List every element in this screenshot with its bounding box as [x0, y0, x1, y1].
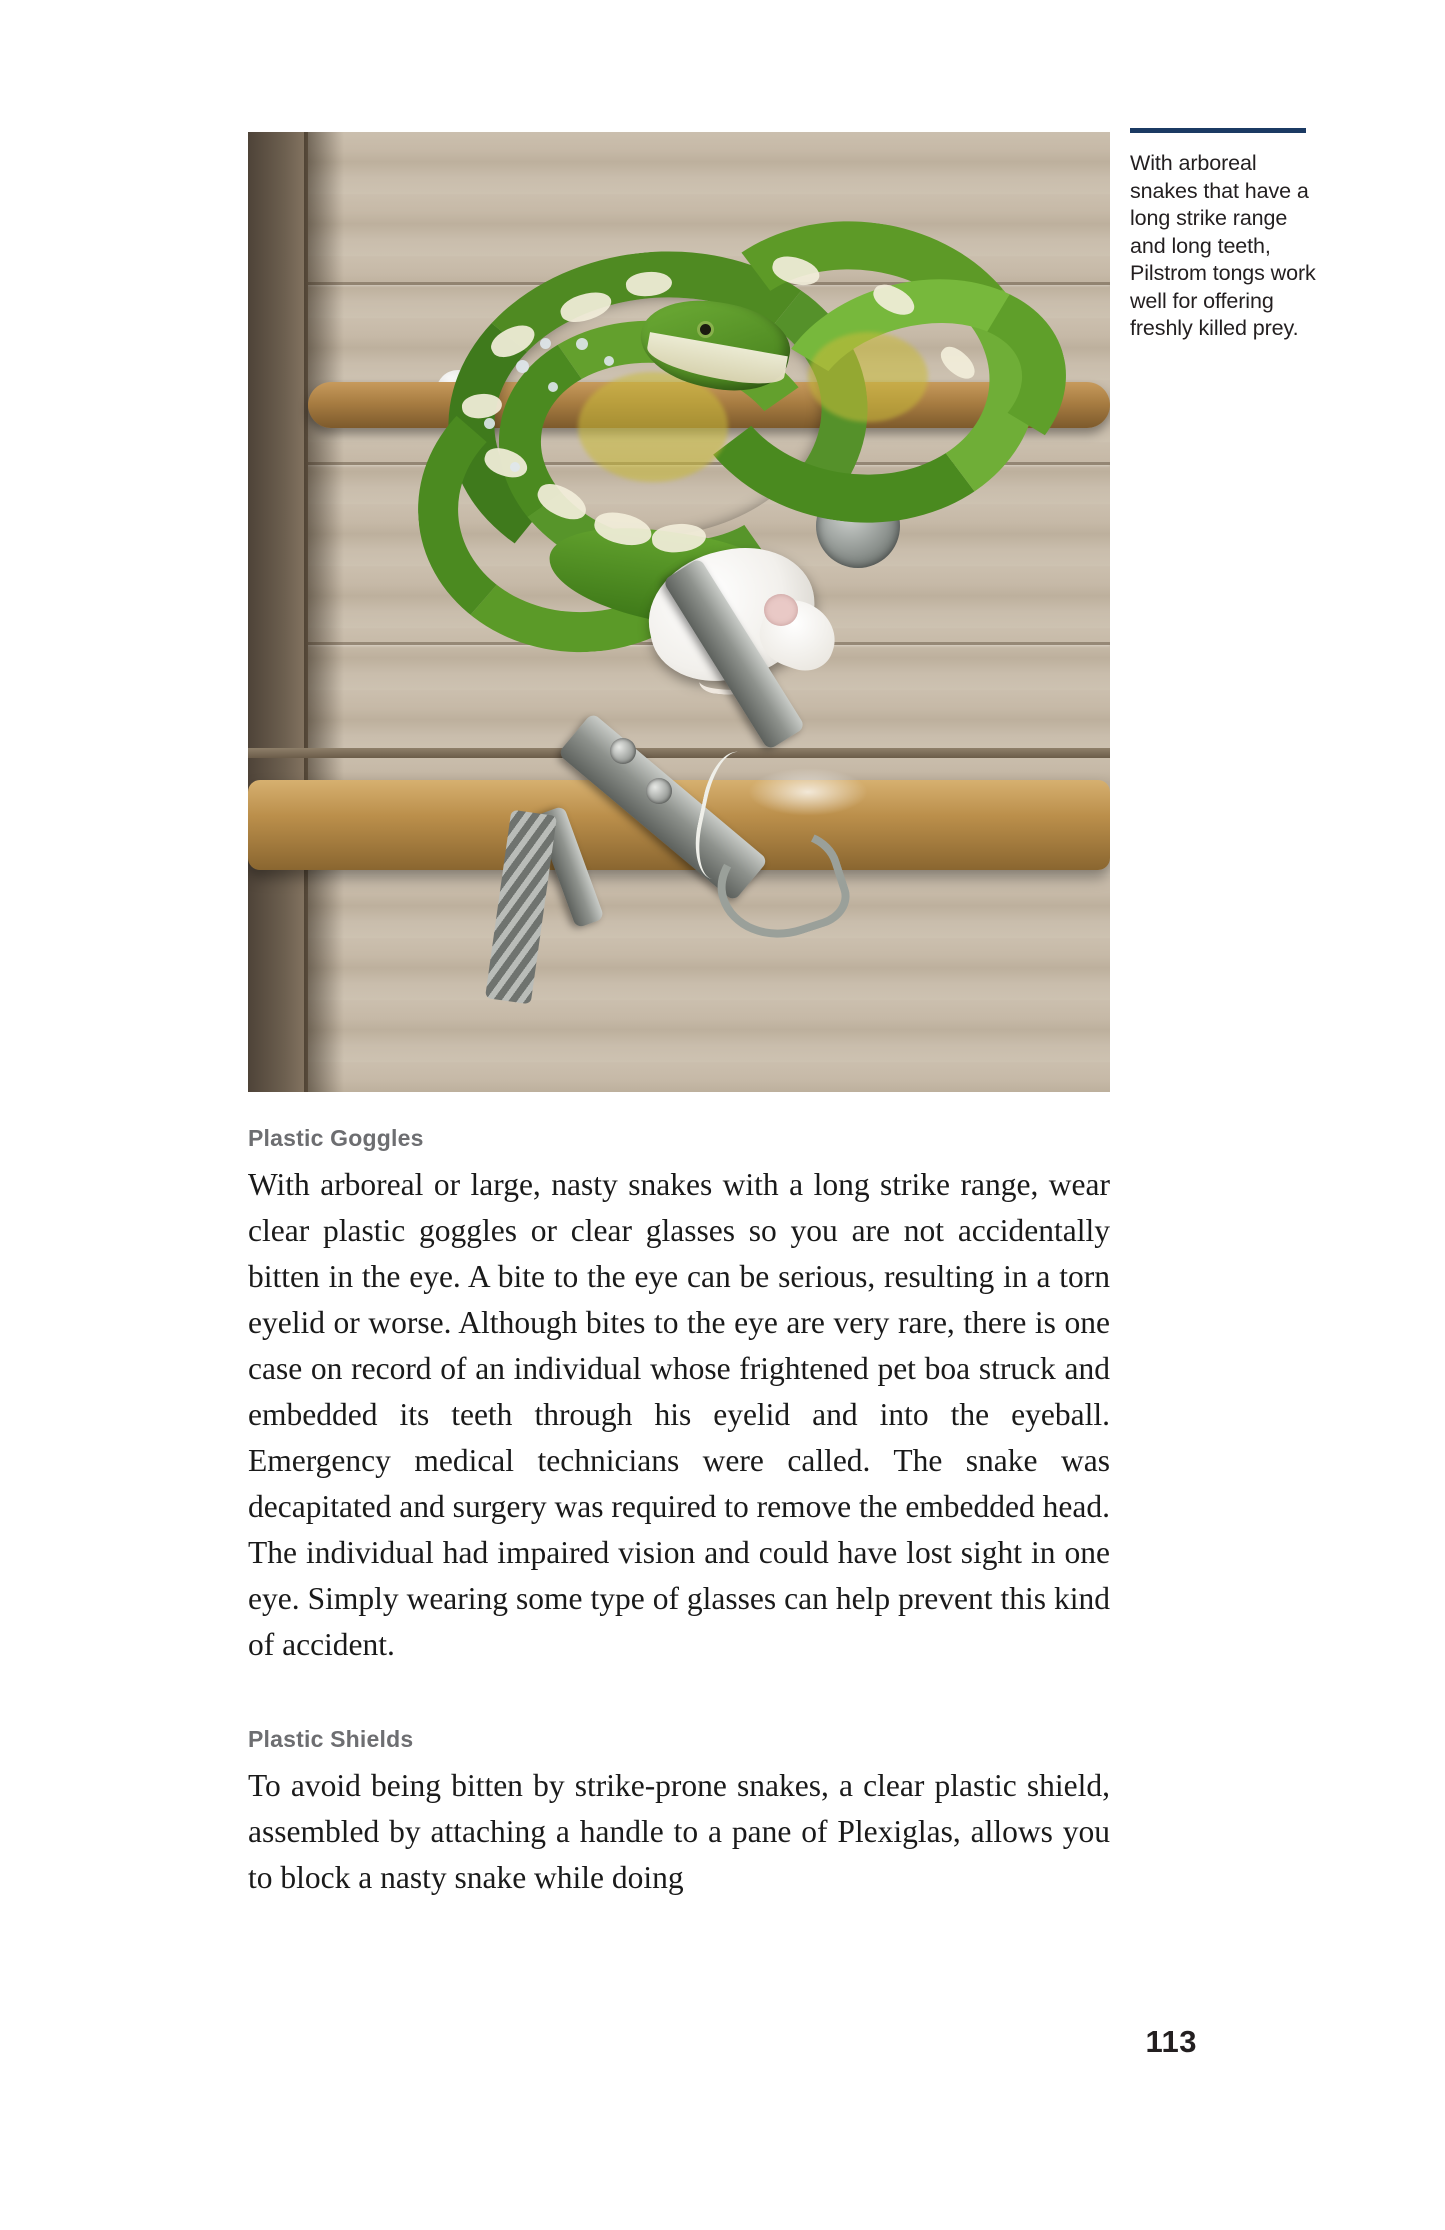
mouse-ear — [764, 594, 798, 626]
figure-photo — [248, 132, 1110, 1092]
shelf-edge — [248, 748, 1110, 758]
tongs-bolt — [610, 738, 636, 764]
figure-caption — [1130, 128, 1320, 343]
snake-highlight — [808, 332, 928, 422]
snake-highlight — [578, 372, 728, 482]
snake-speckle — [516, 360, 529, 373]
tongs-bolt — [646, 778, 672, 804]
corner-shadow — [304, 132, 344, 1092]
page-number: 113 — [1145, 2024, 1197, 2059]
snake-speckle — [484, 418, 495, 429]
snake-speckle — [510, 462, 520, 472]
section-body-plastic-goggles: With arboreal or large, nasty snakes with a long strike range, wear clear plastic goggles or clear glasses so you are not accidentally bitten in the eye. A bite to the eye can be serious, resulting in a torn eyelid or worse. Although bites to the eye are very rare, there is one case on record of an individual whose frightened pet boa struck and embedded its teeth through his eyelid and into the eyeball. Emergency medical technicians were called. The snake was decapitated and surgery was required to remove the embedded head. The individual had impaired vision and could have lost sight in one eye. Simply wearing some type of glasses can help prevent this kind of accident. — [248, 1167, 1110, 1662]
vivarium-side-panel — [248, 132, 308, 1092]
snake-speckle — [548, 382, 558, 392]
paragraph-gap — [248, 1668, 1110, 1726]
body-column — [248, 1125, 1110, 1901]
caption-rule — [1130, 128, 1306, 133]
snake-speckle — [576, 338, 588, 350]
photo-scene — [248, 132, 1110, 1092]
section-heading-plastic-goggles: Plastic Goggles — [248, 1125, 424, 1151]
section-heading-plastic-shields: Plastic Shields — [248, 1726, 414, 1752]
snake-speckle — [540, 338, 551, 349]
snake-speckle — [604, 356, 614, 366]
snake-eye — [700, 324, 711, 335]
caption-text: With arboreal snakes that have a long strike range and long teeth, Pilstrom tongs work well for offering freshly killed prey. — [1130, 151, 1316, 340]
section-body-plastic-shields: To avoid being bitten by strike-prone snakes, a clear plastic shield, assembled by attaching a handle to a pane of Plexiglas, allows you to block a nasty snake while doing — [248, 1768, 1110, 1895]
